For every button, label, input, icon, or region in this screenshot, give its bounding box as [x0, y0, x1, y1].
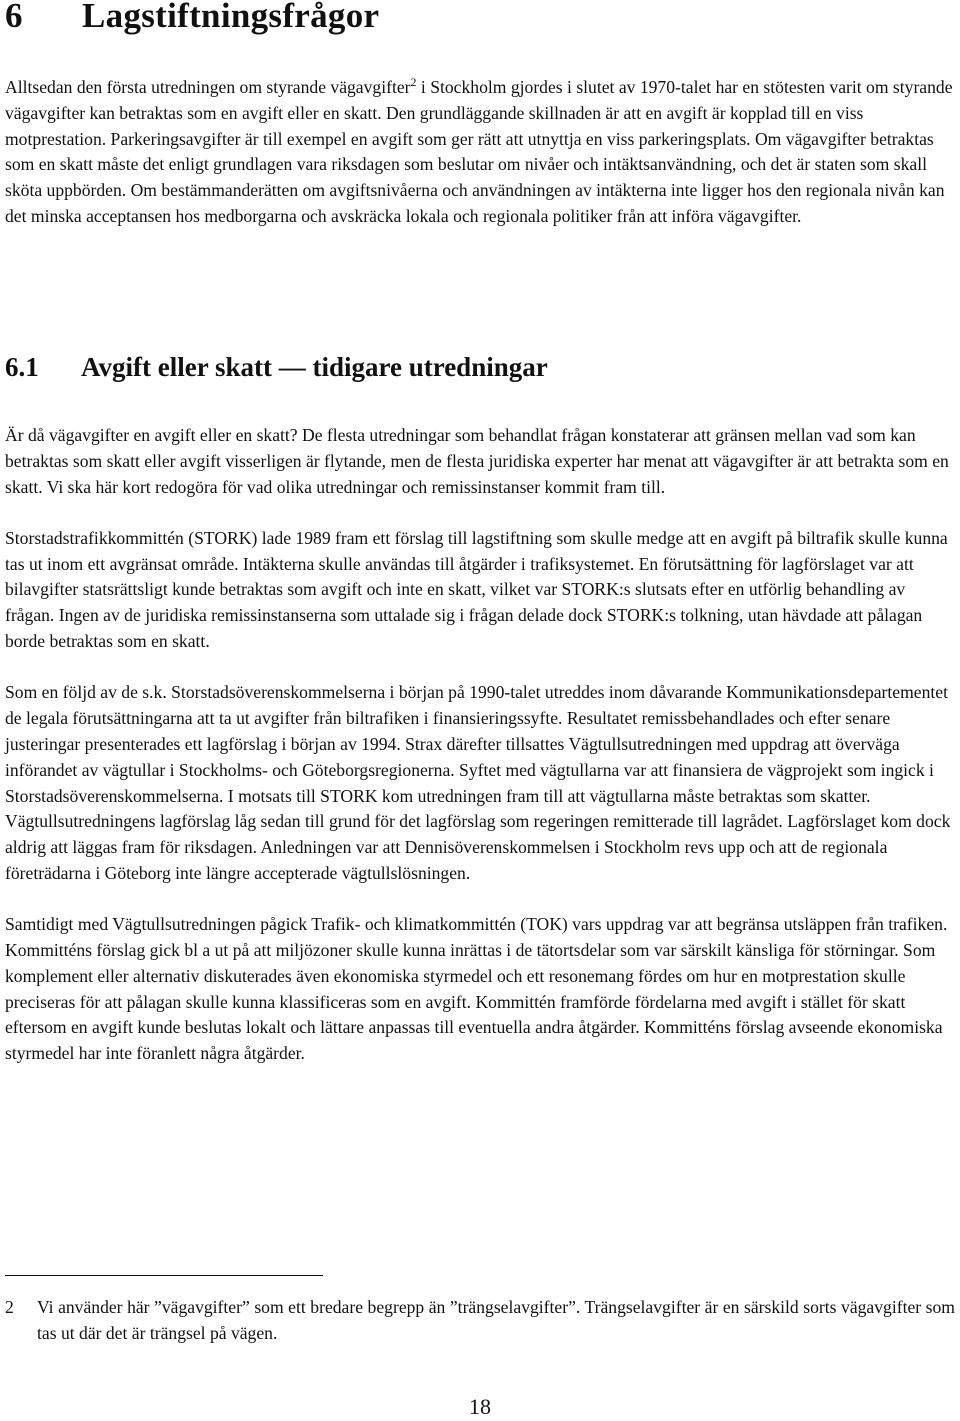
footnote-text: Vi använder här ”vägavgifter” som ett bredare begrepp än ”trängselavgifter”. Trängselavgifter är en särskild sorts vägavgifter som tas ut där det är trängsel på vägen.	[37, 1297, 955, 1343]
footnote	[5, 1295, 955, 1347]
section-heading	[5, 352, 548, 383]
body-paragraph: Storstadstrafikkommittén (STORK) lade 1989 fram ett förslag till lagstiftning som skulle medge att en avgift på biltrafik skulle kunna tas ut inom ett avgränsat område. Intäkterna skulle användas till åtgärder i trafiksystemet. En förutsättning för lagförslaget var att bilavgifter statsrättsligt kunde betraktas som avgift och inte en skatt, vilket var STORK:s slutsats efter en utförlig behandling av frågan. Ingen av de juridiska remissinstanserna som uttalade sig i frågan delade dock STORK:s tolkning, utan hävdade att pålagan borde betraktas som en skatt.	[5, 527, 948, 652]
body-paragraph: Samtidigt med Vägtullsutredningen pågick Trafik- och klimatkommittén (TOK) vars uppdrag var att begränsa utsläppen från trafiken. Kommitténs förslag gick bl a ut på att miljözoner skulle kunna inrättas i de tätortsdelar som var särskilt känsliga för störningar. Som komplement eller alternativ diskuterades även ekonomiska styrmedel och ett resonemang fördes om hur en motprestation skulle preciseras för att pålagan skulle kunna klassificeras som en avgift. Kommittén framförde fördelarna med avgift i stället för skatt eftersom en avgift kunde beslutas lokalt och lättare anpassas till eventuella andra åtgärder. Kommitténs förslag avseende ekonomiska styrmedel har inte föranlett några åtgärder.	[5, 914, 948, 1064]
intro-paragraph	[5, 75, 955, 230]
body-paragraph: Som en följd av de s.k. Storstadsöverenskommelserna i början på 1990-talet utreddes inom dåvarande Kommunikationsdepartementet de legala förutsättningarna att ta ut avgifter från biltrafiken i finansieringssyfte. Resultatet remissbehandlades och efter senare justeringar presenterades ett lagförslag i början av 1994. Strax därefter tillsattes Vägtullsutredningen med uppdrag att överväga införandet av vägtullar i Stockholms- och Göteborgsregionerna. Syftet med vägtullarna var att finansiera de vägprojekt som ingick i Storstadsöverenskommelserna. I motsats till STORK kom utredningen fram till att vägtullarna måste betraktas som skatter. Vägtullsutredningens lagförslag låg sedan till grund för det lagförslag som regeringen remitterade till lagrådet. Lagförslaget kom dock aldrig att läggas fram för riksdagen. Anledningen var att Dennisöverenskommelsen i Stockholm revs upp och att de regionala företrädarna i Göteborg inte längre accepterade vägtullslösningen.	[5, 682, 951, 883]
footnote-marker: 2	[5, 1297, 14, 1317]
intro-text-after: i Stockholm gjordes i slutet av 1970-talet har en stötesten varit om styrande vägavgifter kan betraktas som en avgift eller en skatt. Den grundläggande skillnaden är att en avgift är kopplad till en viss motprestation. Parkeringsavgifter är till exempel en avgift som ger rätt att utnyttja en viss parkeringsplats. Om vägavgifter betraktas som en skatt måste det enligt grundlagen vara riksdagen som beslutar om nivåer och intäktsanvändning, och det är staten som skall sköta uppbörden. Om bestämmanderätten om avgiftsnivåerna och användningen av intäkterna inte ligger hos den regionala nivån kan det minska acceptansen hos medborgarna och avskräcka lokala och regionala politiker från att införa vägavgifter.	[5, 77, 953, 226]
body-paragraph: Är då vägavgifter en avgift eller en skatt? De flesta utredningar som behandlat frågan konstaterar att gränsen mellan vad som kan betraktas som skatt eller avgift visserligen är flytande, men de flesta juridiska experter har menat att vägavgifter är att betrakta som en skatt. Vi ska här kort redogöra för vad olika utredningar och remissinstanser kommit fram till.	[5, 425, 949, 497]
chapter-number: 6	[5, 0, 23, 35]
section-body	[5, 423, 955, 1093]
footnote-reference[interactable]: 2	[410, 75, 417, 89]
section-title: Avgift eller skatt — tidigare utredningar	[81, 352, 548, 382]
footnote-divider	[5, 1275, 323, 1276]
intro-text-before: Alltsedan den första utredningen om styrande vägavgifter	[5, 77, 411, 97]
page-number: 18	[469, 1394, 491, 1419]
chapter-heading	[5, 0, 379, 36]
section-number: 6.1	[5, 352, 39, 382]
chapter-title: Lagstiftningsfrågor	[82, 0, 380, 35]
